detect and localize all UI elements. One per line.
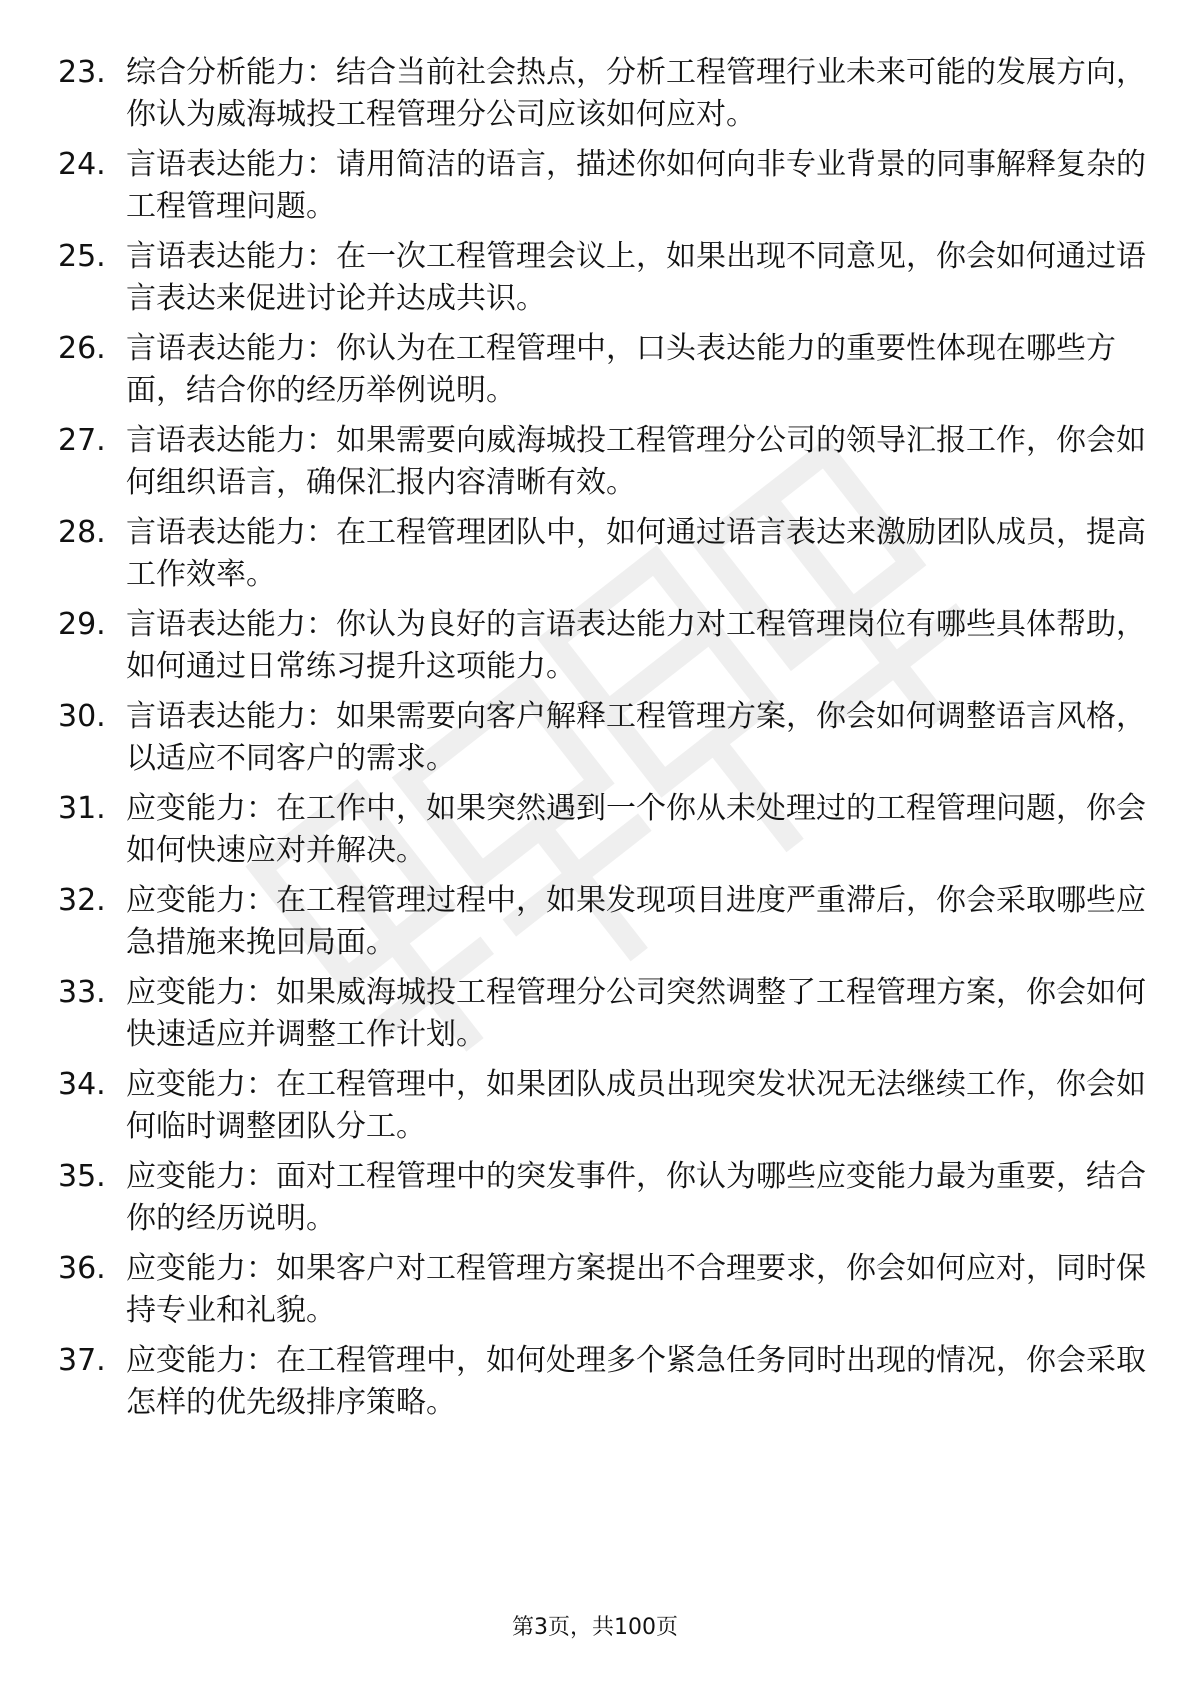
question-number: 27.	[58, 423, 106, 458]
question-number: 29.	[58, 607, 106, 642]
question-text: 应变能力：如果客户对工程管理方案提出不合理要求，你会如何应对，同时保持专业和礼貌。	[126, 1251, 1146, 1328]
question-text: 言语表达能力：如果需要向威海城投工程管理分公司的领导汇报工作，你会如何组织语言，确保汇报内容清晰有效。	[126, 423, 1146, 500]
question-number: 26.	[58, 331, 106, 366]
question-number: 31.	[58, 791, 106, 826]
question-number: 23.	[58, 55, 106, 90]
question-text: 言语表达能力：在一次工程管理会议上，如果出现不同意见，你会如何通过语言表达来促进讨论并达成共识。	[126, 239, 1146, 316]
question-text: 综合分析能力：结合当前社会热点，分析工程管理行业未来可能的发展方向，你认为威海城投工程管理分公司应该如何应对。	[126, 55, 1146, 132]
page-number-label: 第3页，共100页	[512, 1615, 678, 1640]
question-text: 言语表达能力：你认为在工程管理中，口头表达能力的重要性体现在哪些方面，结合你的经历举例说明。	[126, 331, 1116, 408]
question-number: 32.	[58, 883, 106, 918]
question-number: 35.	[58, 1159, 106, 1194]
question-text: 言语表达能力：请用简洁的语言，描述你如何向非专业背景的同事解释复杂的工程管理问题。	[126, 147, 1146, 224]
question-text: 应变能力：在工作中，如果突然遇到一个你从未处理过的工程管理问题，你会如何快速应对并解决。	[126, 791, 1146, 868]
question-number: 34.	[58, 1067, 106, 1102]
question-number: 25.	[58, 239, 106, 274]
question-number: 30.	[58, 699, 106, 734]
question-text: 言语表达能力：如果需要向客户解释工程管理方案，你会如何调整语言风格，以适应不同客户的需求。	[126, 699, 1146, 776]
question-number: 24.	[58, 147, 106, 182]
question-text: 言语表达能力：你认为良好的言语表达能力对工程管理岗位有哪些具体帮助，如何通过日常练习提升这项能力。	[126, 607, 1146, 684]
question-text: 应变能力：如果威海城投工程管理分公司突然调整了工程管理方案，你会如何快速适应并调整工作计划。	[126, 975, 1146, 1052]
question-number: 28.	[58, 515, 106, 550]
question-text: 应变能力：在工程管理中，如果团队成员出现突发状况无法继续工作，你会如何临时调整团队分工。	[126, 1067, 1146, 1144]
question-text: 言语表达能力：在工程管理团队中，如何通过语言表达来激励团队成员，提高工作效率。	[126, 515, 1146, 592]
question-text: 应变能力：在工程管理过程中，如果发现项目进度严重滞后，你会采取哪些应急措施来挽回局面。	[126, 883, 1146, 960]
question-number: 33.	[58, 975, 106, 1010]
question-number: 36.	[58, 1251, 106, 1286]
question-number: 37.	[58, 1343, 106, 1378]
page-footer	[0, 1614, 1190, 1642]
question-text: 应变能力：面对工程管理中的突发事件，你认为哪些应变能力最为重要，结合你的经历说明。	[126, 1159, 1146, 1236]
question-text: 应变能力：在工程管理中，如何处理多个紧急任务同时出现的情况，你会采取怎样的优先级排序策略。	[126, 1343, 1146, 1420]
